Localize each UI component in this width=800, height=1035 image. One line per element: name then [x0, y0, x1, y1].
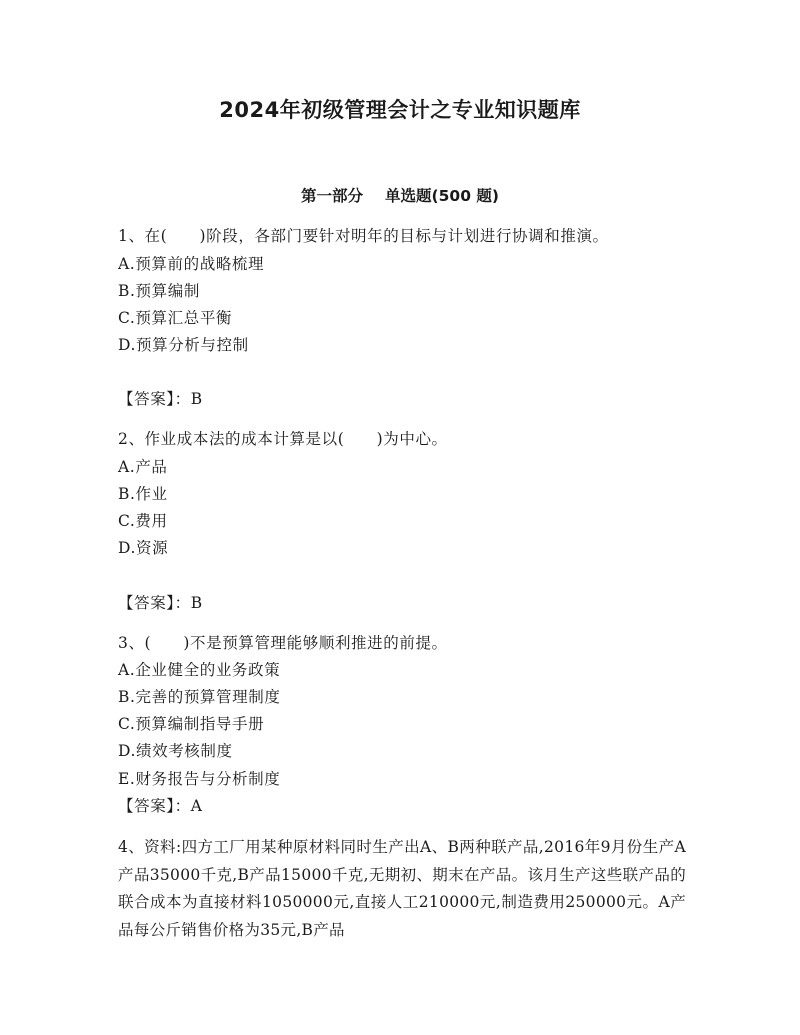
question-3-option-e: E.财务报告与分析制度 [118, 770, 281, 788]
question-2-stem: 2、作业成本法的成本计算是以( )为中心。 [118, 430, 448, 448]
question-1-option-d: D.预算分析与控制 [118, 336, 249, 354]
question-4-stem: 4、资料:四方工厂用某种原材料同时生产出A、B两种联产品,2016年9月份生产A产品35000千克,B产品15000千克,无期初、期末在产品。该月生产这些联产品的联合成本为直接材料1050000元,直接人工210000元,制造费用250000元。A产品每公斤销售价格为35元,B产品 [118, 838, 686, 939]
question-2-option-a: A.产品 [118, 458, 168, 476]
question-3-stem: 3、( )不是预算管理能够顺利推进的前提。 [118, 634, 448, 652]
question-3-option-d: D.绩效考核制度 [118, 742, 233, 760]
question-1-answer: 【答案】：B [118, 390, 203, 408]
question-1-stem: 1、在( )阶段，各部门要针对明年的目标与计划进行协调和推演。 [118, 227, 609, 245]
section-name: 单选题(500 题) [385, 187, 499, 205]
question-1-option-b: B.预算编制 [118, 282, 200, 300]
section-part: 第一部分 [301, 187, 364, 205]
question-3-option-a: A.企业健全的业务政策 [118, 661, 281, 679]
question-2-option-c: C.费用 [118, 512, 168, 530]
question-2-option-b: B.作业 [118, 485, 168, 503]
section-heading [0, 184, 800, 206]
question-3-option-b: B.完善的预算管理制度 [118, 688, 281, 706]
question-3-answer: 【答案】：A [118, 797, 203, 815]
question-1-option-c: C.预算汇总平衡 [118, 309, 233, 327]
question-1-option-a: A.预算前的战略梳理 [118, 255, 265, 273]
question-3-option-c: C.预算编制指导手册 [118, 715, 265, 733]
question-2-answer: 【答案】：B [118, 594, 203, 612]
document-title: 2024年初级管理会计之专业知识题库 [219, 98, 581, 122]
question-2-option-d: D.资源 [118, 539, 169, 557]
